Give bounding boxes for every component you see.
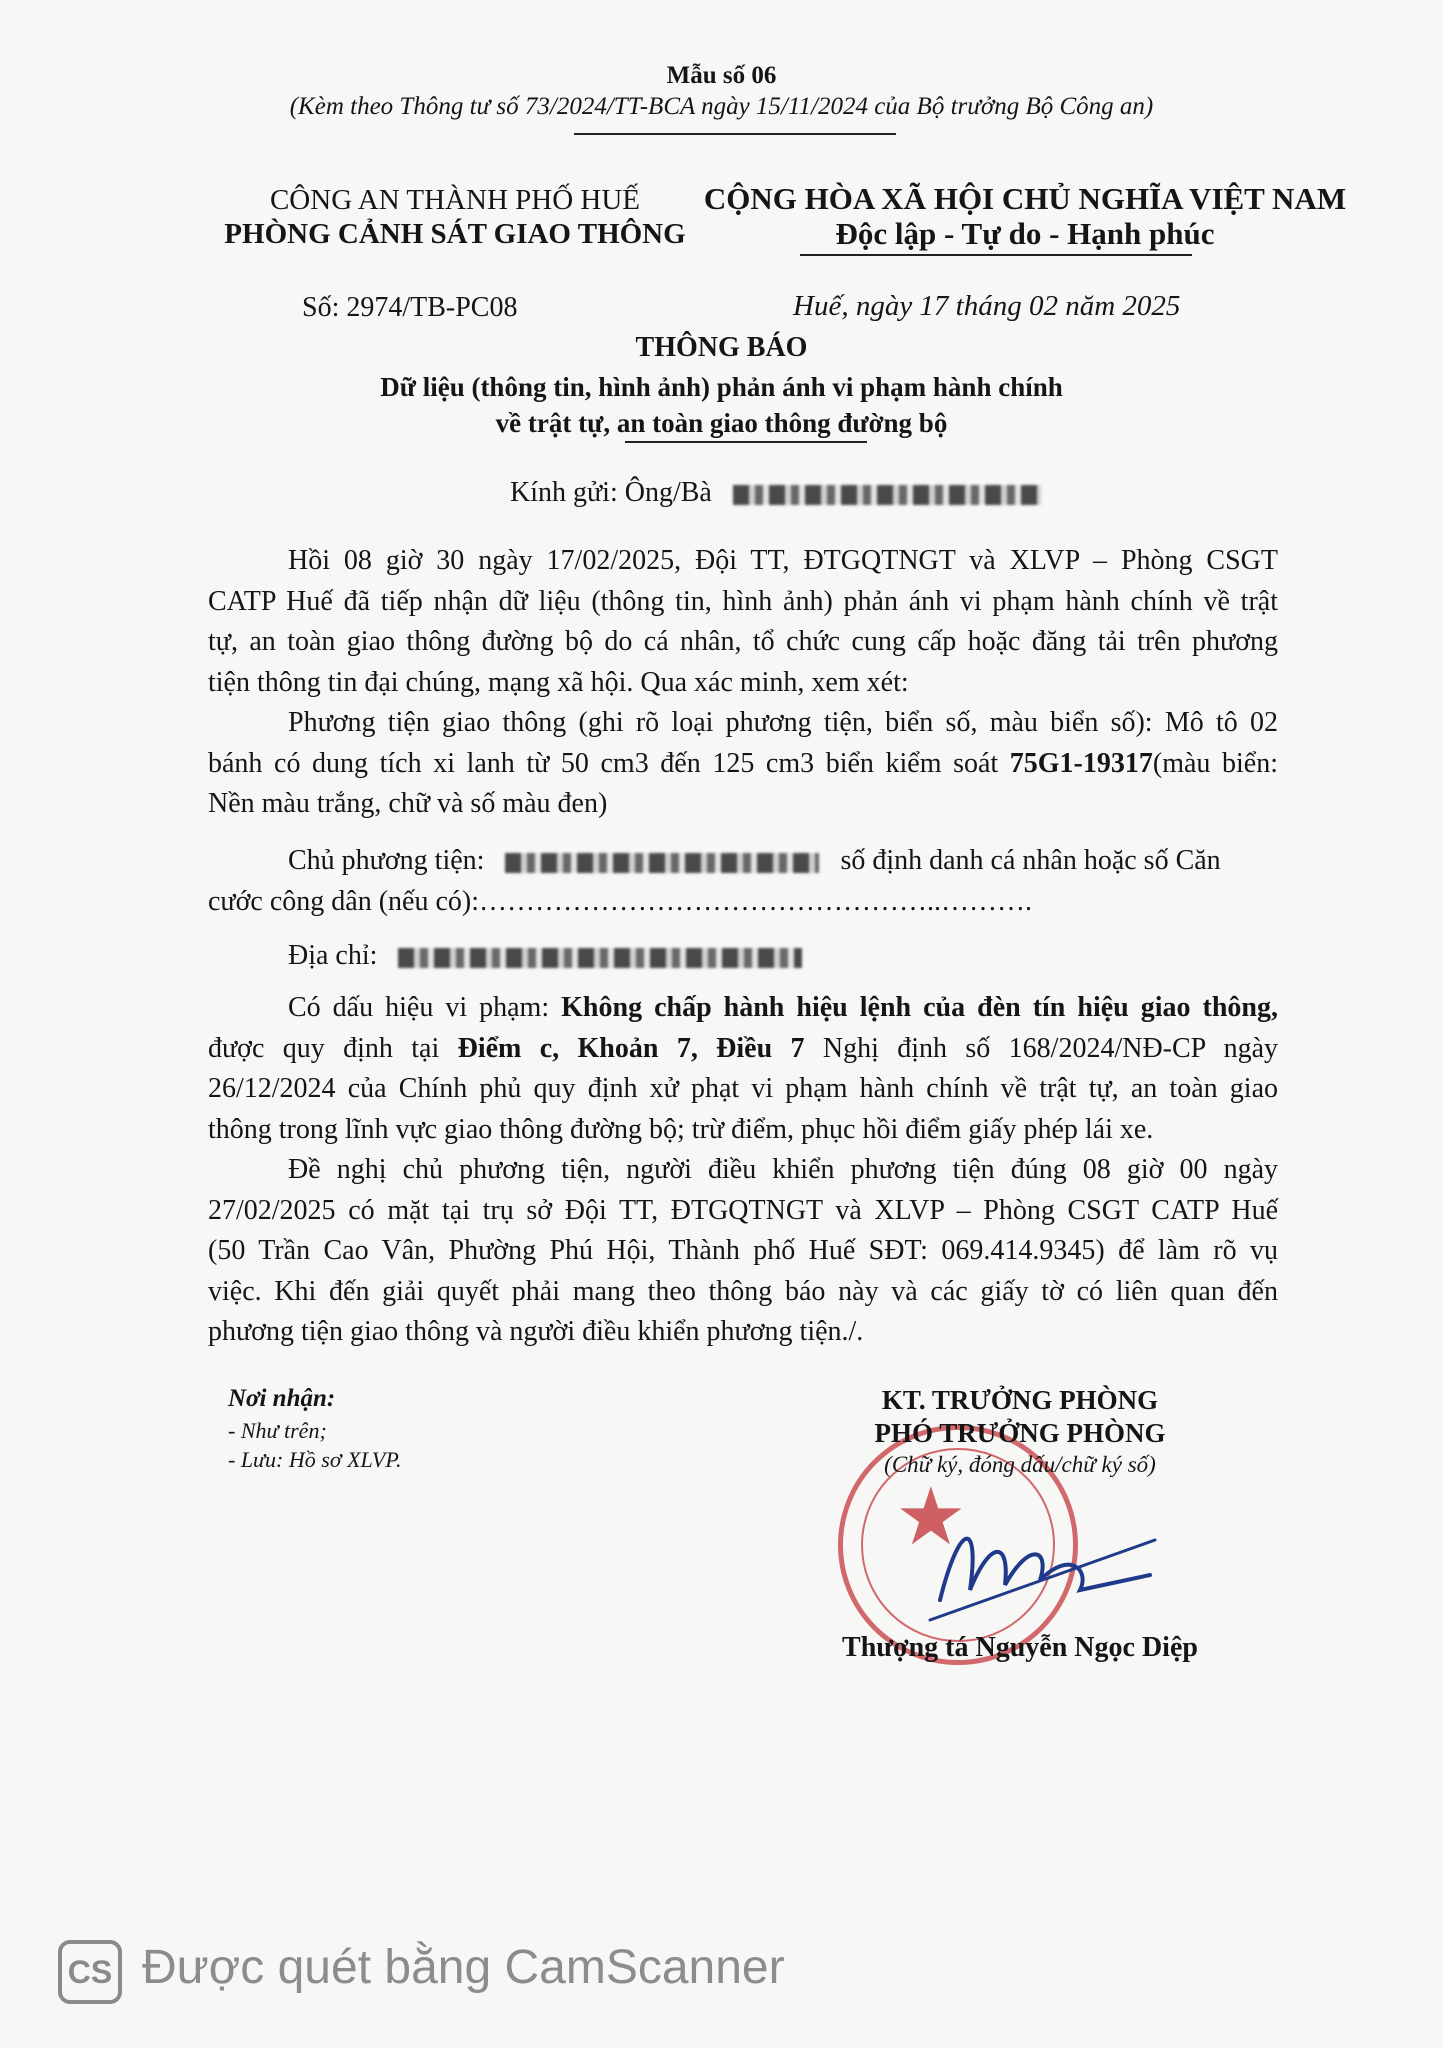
license-plate: 75G1-19317	[1009, 747, 1153, 779]
text-line: Nền màu trắng, chữ và số màu đen)	[208, 788, 608, 819]
agency-department: PHÒNG CẢNH SÁT GIAO THÔNG	[224, 218, 686, 250]
signature-note: (Chữ ký, đóng dấu/chữ ký số)	[884, 1452, 1156, 1477]
text-line: việc. Khi đến giải quyết phải mang theo thông báo này và các giấy tờ có liên quan đến	[208, 1275, 1278, 1307]
paragraph-receipt	[208, 541, 1278, 703]
stamp-star-icon: ★	[895, 1474, 967, 1562]
owner-id-label: số định danh cá nhân hoặc số Căn	[840, 845, 1221, 876]
recipient-item: - Lưu: Hồ sơ XLVP.	[228, 1447, 402, 1472]
redacted-owner-name	[505, 853, 819, 873]
recipients-title: Nơi nhận:	[228, 1385, 336, 1412]
text-line: Đề nghị chủ phương tiện, người điều khiển phương tiện đúng 08 giờ 00 ngày	[288, 1154, 1278, 1185]
signer-name: Thượng tá Nguyễn Ngọc Diệp	[842, 1632, 1198, 1663]
owner-line	[288, 845, 1221, 877]
document-subtitle-line2: về trật tự, an toàn giao thông đường bộ	[495, 408, 948, 438]
circular-reference: (Kèm theo Thông tư số 73/2024/TT-BCA ngày 15/11/2024 của Bộ trưởng Bộ Công an)	[289, 93, 1154, 120]
document-title: THÔNG BÁO	[635, 332, 808, 363]
text-line: 27/02/2025 có mặt tại trụ sở Đội TT, ĐTGQTNGT và XLVP – Phòng CSGT CATP Huế	[208, 1194, 1278, 1226]
text-line	[208, 988, 1278, 1029]
signature-scribble	[920, 1480, 1160, 1640]
decree-reference: Nghị định số 168/2024/NĐ-CP ngày	[804, 1032, 1278, 1064]
header-divider	[574, 133, 896, 135]
recipient-line	[510, 477, 1041, 509]
text-line	[208, 1029, 1278, 1070]
signer-title-deputy: PHÓ TRƯỞNG PHÒNG	[874, 1418, 1166, 1448]
text-line: (50 Trần Cao Vân, Phường Phú Hội, Thành phố Huế SĐT: 069.414.9345) để làm rõ vụ	[208, 1235, 1278, 1266]
citizen-id-line: cước công dân (nếu có):…………………………………………..……….	[208, 886, 1032, 917]
plate-color-label: (màu biển:	[1152, 747, 1278, 779]
text-line: phương tiện giao thông và người điều khiển phương tiện./.	[208, 1316, 864, 1347]
agency-name: CÔNG AN THÀNH PHỐ HUẾ	[269, 184, 641, 216]
subtitle-underline	[625, 441, 867, 443]
text-line	[208, 744, 1278, 785]
place-date: Huế, ngày 17 tháng 02 năm 2025	[793, 290, 1181, 322]
text-line: Phương tiện giao thông (ghi rõ loại phương tiện, biển số, màu biển số): Mô tô 02	[288, 707, 1278, 738]
form-number: Mẫu số 06	[666, 62, 777, 89]
text-line: tiện thông tin đại chúng, mạng xã hội. Qua xác minh, xem xét:	[208, 666, 909, 698]
camscanner-logo-icon: CS	[58, 1940, 122, 2004]
document-number: Số: 2974/TB-PC08	[302, 292, 518, 323]
text-line: tự, an toàn giao thông đường bộ do cá nhân, tổ chức cung cấp hoặc đăng tải trên phương	[208, 626, 1278, 657]
camscanner-watermark: Được quét bằng CamScanner	[142, 1941, 785, 1994]
motto-underline	[800, 254, 1192, 256]
text-line: 26/12/2024 của Chính phủ quy định xử phạt vi phạm hành chính về trật tự, an toàn giao	[208, 1073, 1278, 1104]
redacted-recipient-name	[733, 485, 1041, 505]
text-line: thông trong lĩnh vực giao thông đường bộ; trừ điểm, phục hồi điểm giấy phép lái xe.	[208, 1113, 1154, 1145]
paragraph-vehicle	[208, 703, 1278, 825]
violation-label: Có dấu hiệu vi phạm:	[288, 992, 562, 1023]
redacted-address	[398, 948, 802, 968]
violation-description: Không chấp hành hiệu lệnh của đèn tín hiệu giao thông,	[561, 992, 1279, 1023]
address-line	[288, 940, 802, 972]
nation-name: CỘNG HÒA XÃ HỘI CHỦ NGHĨA VIỆT NAM	[703, 181, 1347, 216]
regulation-clause: Điểm c, Khoản 7, Điều 7	[457, 1032, 805, 1064]
signer-title-primary: KT. TRƯỞNG PHÒNG	[881, 1385, 1159, 1415]
vehicle-description: bánh có dung tích xi lanh từ 50 cm3 đến 125 cm3 biển kiểm soát	[208, 747, 1010, 779]
recipient-item: - Như trên;	[228, 1418, 327, 1443]
owner-label: Chủ phương tiện:	[288, 845, 485, 876]
paragraph-violation	[208, 988, 1278, 1150]
paragraph-summons	[208, 1150, 1278, 1353]
regulation-intro: được quy định tại	[208, 1032, 458, 1064]
text-line: Hồi 08 giờ 30 ngày 17/02/2025, Đội TT, ĐTGQTNGT và XLVP – Phòng CSGT	[288, 545, 1278, 576]
address-label: Địa chỉ:	[288, 940, 378, 971]
nation-motto: Độc lập - Tự do - Hạnh phúc	[835, 216, 1215, 251]
text-line: CATP Huế đã tiếp nhận dữ liệu (thông tin, hình ảnh) phản ánh vi phạm hành chính về trật	[208, 585, 1278, 617]
recipient-label: Kính gửi: Ông/Bà	[510, 477, 712, 508]
document-subtitle-line1: Dữ liệu (thông tin, hình ảnh) phản ánh vi phạm hành chính	[380, 372, 1063, 402]
